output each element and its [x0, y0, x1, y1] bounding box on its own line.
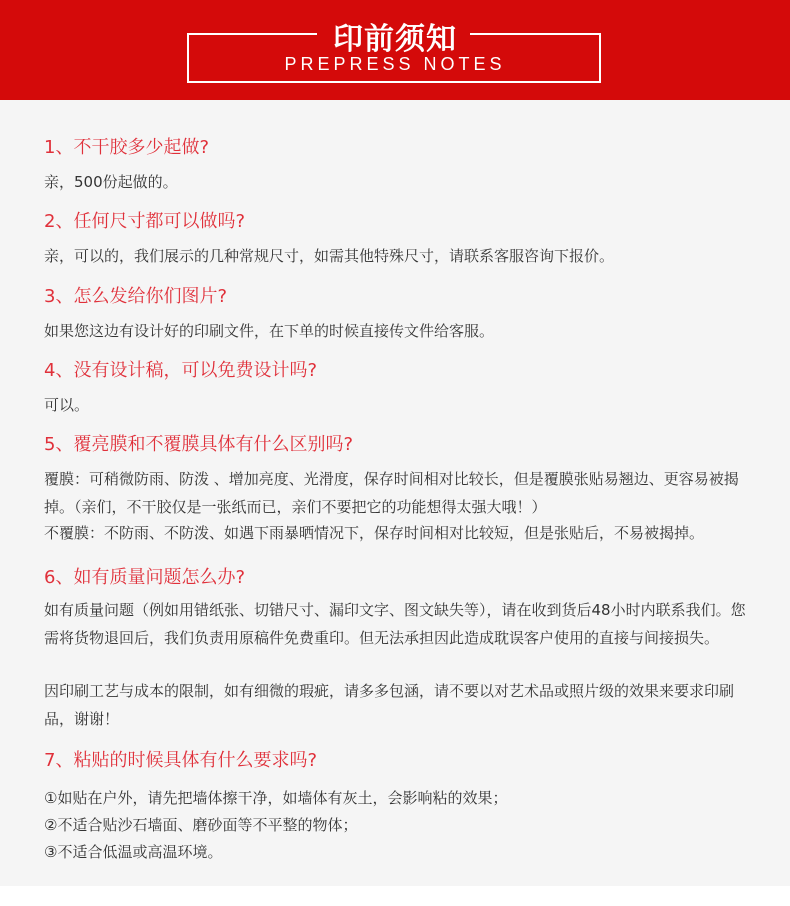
question-1: 1、不干胶多少起做? — [44, 137, 210, 158]
answer-6b: 因印刷工艺与成本的限制，如有细微的瑕疵，请多多包涵，请不要以对艺术品或照片级的效果来要求印刷品，谢谢！ — [44, 682, 735, 728]
page-title: 印前须知 — [333, 22, 457, 57]
answer-3: 如果您这边有设计好的印刷文件，在下单的时候直接传文件给客服。 — [44, 322, 495, 340]
answer-2: 亲，可以的，我们展示的几种常规尺寸，如需其他特殊尺寸，请联系客服咨询下报价。 — [44, 247, 615, 265]
question-6: 6、如有质量问题怎么办? — [44, 567, 246, 588]
question-5: 5、覆亮膜和不覆膜具体有什么区别吗? — [44, 434, 354, 455]
question-4: 4、没有设计稿，可以免费设计吗? — [44, 360, 318, 381]
answer-1: 亲，500份起做的。 — [44, 173, 178, 191]
page-subtitle: PREPRESS NOTES — [284, 54, 506, 74]
answer-5b: 不覆膜：不防雨、不防泼、如遇下雨暴晒情况下，保存时间相对比较短，但是张贴后，不易被揭掉。 — [44, 524, 705, 542]
answer-7a: ①如贴在户外，请先把墙体擦干净，如墙体有灰土，会影响粘的效果； — [44, 789, 508, 807]
question-7: 7、粘贴的时候具体有什么要求吗? — [44, 750, 318, 771]
bottom-margin — [0, 886, 790, 906]
answer-6a: 如有质量问题（例如用错纸张、切错尺寸、漏印文字、图文缺失等），请在收到货后48小时内联系我们。您需将货物退回后，我们负责用原稿件免费重印。但无法承担因此造成耽误客户使用的直接与间接损失。 — [44, 601, 746, 647]
question-2: 2、任何尺寸都可以做吗? — [44, 211, 246, 232]
answer-4: 可以。 — [44, 396, 90, 414]
answer-7c: ③不适合低温或高温环境。 — [44, 843, 223, 861]
faq-section — [0, 100, 790, 886]
answer-5a: 覆膜：可稍微防雨、防泼 、增加亮度、光滑度，保存时间相对比较长，但是覆膜张贴易翘边、更容易被揭掉。（亲们，不干胶仅是一张纸而已，亲们不要把它的功能想得太强大哦！） — [44, 470, 739, 516]
header-banner — [0, 0, 790, 100]
question-3: 3、怎么发给你们图片? — [44, 286, 228, 307]
answer-7b: ②不适合贴沙石墙面、磨砂面等不平整的物体； — [44, 816, 358, 834]
